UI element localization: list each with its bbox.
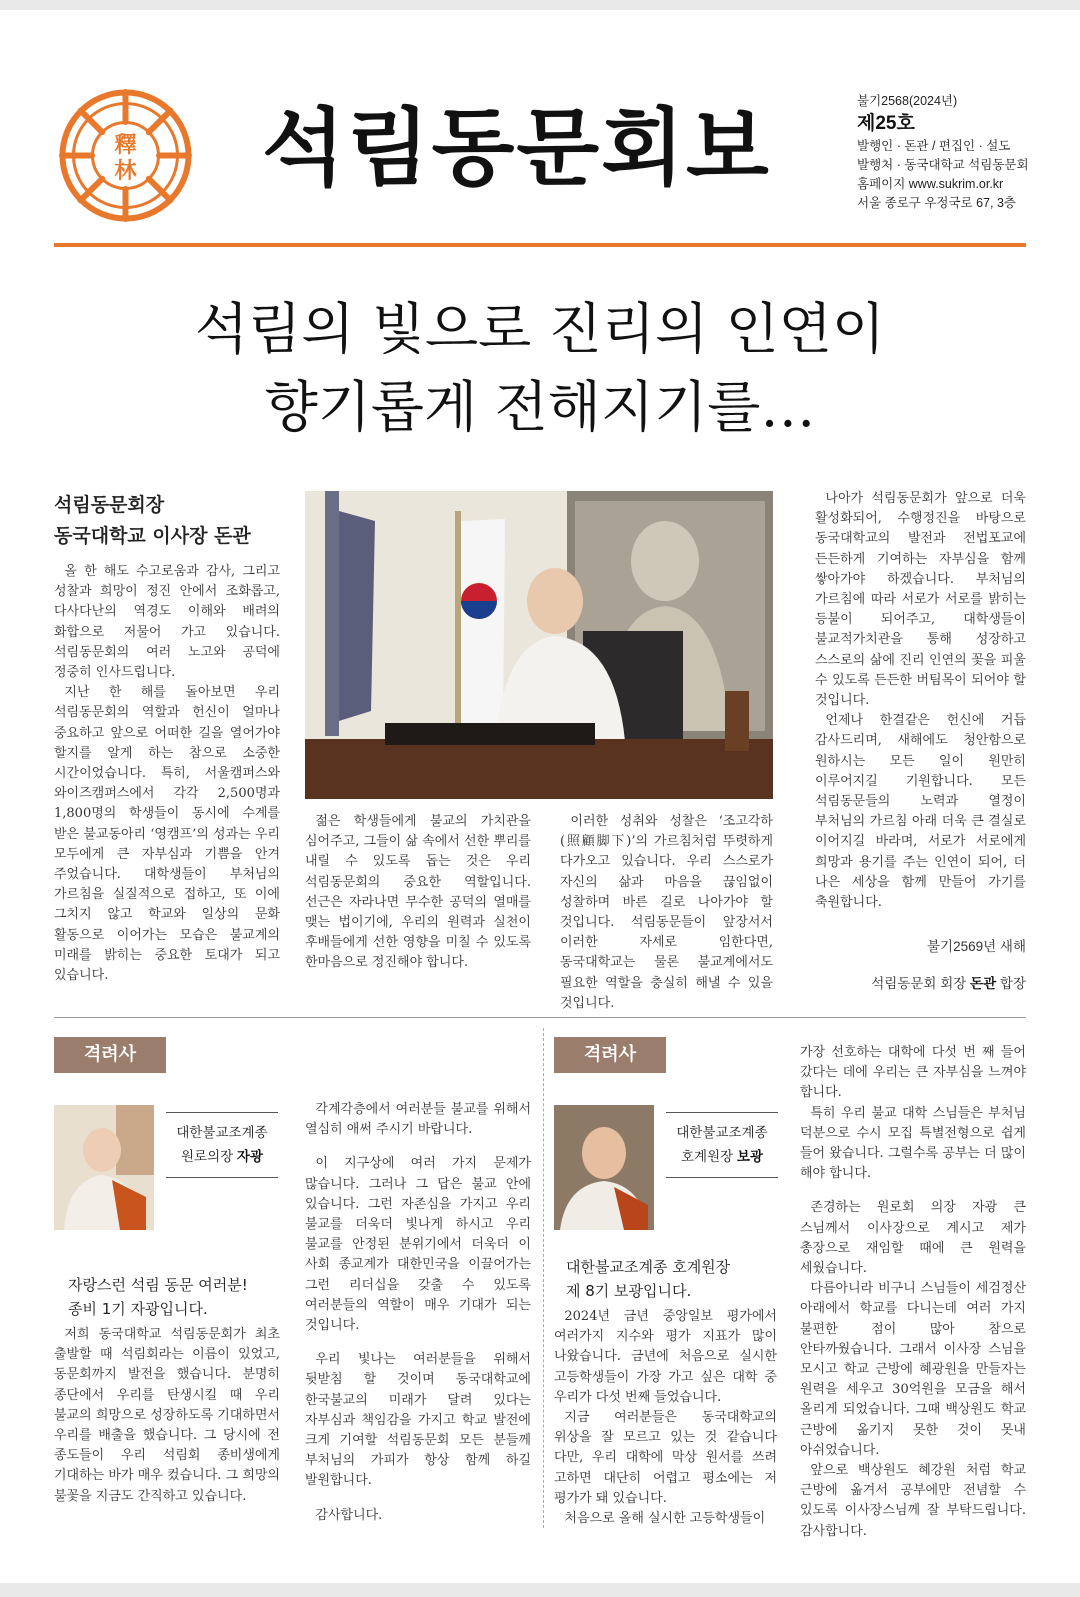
paragraph: 우리 빛나는 여러분들을 위해서 뒷받침 할 것이며 동국대학교에 한국불교의 미래가 달려 있다는 자부심과 책임감을 가지고 학교 발전에 크게 기여할 석림동문회 모든 분들께 부처님의 가피가 항상 함께 하길 발원합니다. <box>305 1352 531 1489</box>
paragraph: 젊은 학생들에게 불교의 가치관을 심어주고, 그들이 삶 속에서 선한 뿌리를 내릴 수 있도록 돕는 것은 우리 석림동문회의 중요한 역할입니다. 선근은 자라나면 무수한 공덕의 열매를 맺는 법이기에, 우리의 원력과 실천이 후배들에게 선한 영향을 미칠 수 있도록 한마음으로 정진해야 합니다. <box>305 814 531 971</box>
issue-number: 제25호 <box>857 113 915 134</box>
speech2-name: 보광 <box>736 1149 764 1164</box>
paragraph: 이 지구상에 여러 가지 문제가 많습니다. 그러나 그 답은 불교 안에 있습니다. 그런 자존심을 가지고 우리 불교를 더욱더 빛나게 하시고 우리 불교를 안정된 분위기에서 더욱더 이 사회 종교계가 대한민국을 이끌어가는 그런 리더십을 갖출 수 있도록 여러분들의 역할이 매우 기대가 되는 것입니다. <box>305 1156 531 1334</box>
signature <box>871 972 1026 992</box>
office-scene-image <box>305 491 773 799</box>
paragraph: 감사합니다. <box>315 1507 383 1523</box>
speech2-intro-line-2: 제 8기 보광입니다. <box>566 1282 692 1300</box>
sign-role: 석림동문회 회장 <box>871 976 967 991</box>
speech1-intro <box>68 1273 288 1321</box>
monk-portrait-image <box>554 1105 654 1230</box>
paragraph: 저희 동국대학교 석림동문회가 최초 출발할 때 석림회라는 이름이 있었고, 동문회까지 발전을 했습니다. 분명히 종단에서 우리를 탄생시킬 때 우리 불교의 희망으로 성장하도록 기대하면서 우리를 배출을 했습니다. 그 당시에 전 종도들이 우리 석림회 종비생에게 기대하는 바가 매우 컸습니다. 그 희망의 불꽃을 지금도 간직하고 있습니다. <box>54 1327 280 1504</box>
logo-char-2: 林 <box>114 158 137 184</box>
monk-portrait-image <box>54 1105 154 1230</box>
paragraph: 나아가 석림동문회가 앞으로 더욱 활성화되어, 수행정진을 바탕으로 동국대학교의 발전과 전법포교에 든든하게 기여하는 자부심을 함께 쌓아가야 하겠습니다. 부처님의 가르침에 따라 서로가 서로를 밝히는 등불이 되어주고, 대학생들이 불교적가치관을 통해 성장하고 스스로의 삶에 진리 인연의 꽃을 피울 수 있도록 든든한 버팀목이 되어야 할 것입니다. <box>815 491 1026 709</box>
paragraph: 지난 한 해를 돌아보면 우리 석림동문회의 역할과 헌신이 얼마나 중요하고 앞으로 어떠한 길을 열어가야 할지를 알게 하는 참으로 소중한 시간이었습니다. 특히, 서울캠퍼스와 와이즈캠퍼스에서 각각 2,500명과 1,800명의 학생들이 동시에 수계를 받은 불교동아리 ‘영캠프’의 성과는 우리 모두에게 큰 자부심과 기쁨을 안겨 주었습니다. 대학생들이 부처님의 가르침을 실질적으로 접하고, 또 이에 그치지 않고 학교와 일상의 문화 활동으로 이어가는 모습은 불교계의 미래를 밝히는 중요한 토대가 되고 있습니다. <box>54 685 280 984</box>
paragraph: 처음으로 올해 실시한 고등학생들이 <box>564 1511 766 1527</box>
speech1-intro-line-2: 종비 1기 자광입니다. <box>68 1300 208 1318</box>
paragraph: 다름아니라 비구니 스님들이 세검정산 아래에서 학교를 다니는데 여러 가지 불편한 점이 많아 참으로 안타까웠습니다. 그래서 이사장 스님을 모시고 학교 근방에 혜광원을 만들자는 원력을 세우고 30억원을 모금을 해서 올리게 되었습니다. 그때 백상원도 학교 근방에 옮기지 못한 것이 못내 아쉬었습니다. <box>800 1281 1026 1458</box>
speech2-badge: 격려사 <box>554 1037 666 1073</box>
bottom-margin <box>0 1583 1080 1597</box>
speech1-title-prefix: 원로의장 <box>180 1149 234 1164</box>
column-divider <box>543 1028 544 1528</box>
headline-line-1: 석림의 빛으로 진리의 인연이 <box>194 297 885 361</box>
article-column-1 <box>54 562 280 986</box>
paragraph: 이러한 성취와 성찰은 ‘조고각하(照顧脚下)’의 가르침처럼 뚜렷하게 다가오고 있습니다. 우리 스스로가 자신의 삶과 마음을 끊임없이 성찰하며 바른 길로 나아가야 할 것입니다. 석림동문들이 앞장서서 이러한 자세로 임한다면, 동국대학교는 물론 불교계에서도 필요한 역할을 충실히 해낼 수 있을 것입니다. <box>560 814 773 1011</box>
sukrim-logo-icon <box>54 84 197 227</box>
sign-suffix: 합장 <box>999 976 1026 991</box>
masthead-rule <box>54 243 1026 247</box>
paragraph: 2024년 금년 중앙일보 평가에서 여러가지 지수와 평가 지표가 많이 나왔습니다. 금년에 처음으로 실시한 고등학생들이 가장 가고 싶은 대학 중 우리가 다섯 번째 들었습니다. <box>554 1309 777 1405</box>
issue-issuer: 발행처 · 동국대학교 석림동문회 <box>857 158 1029 172</box>
headline-line-2: 향기롭게 전해지기를… <box>264 375 816 439</box>
paragraph: 존경하는 원로회 의장 자광 큰 스님께서 이사장으로 계시고 제가 총장으로 재임할 때에 큰 원력을 세웠습니다. <box>800 1200 1026 1277</box>
headline <box>54 290 1026 446</box>
speech2-intro <box>566 1255 786 1303</box>
article-column-4 <box>815 489 1026 913</box>
speech2-title <box>666 1145 778 1169</box>
top-margin <box>0 0 1080 10</box>
byline-name: 동국대학교 이사장 돈관 <box>54 525 251 547</box>
speech1-org: 대한불교조계종 <box>176 1125 268 1140</box>
speech2-title-prefix: 호계원장 <box>680 1149 734 1164</box>
speech1-name: 자광 <box>236 1149 264 1164</box>
logo-char-1: 釋 <box>114 132 137 158</box>
speech1-badge: 격려사 <box>54 1037 166 1073</box>
issue-info <box>857 92 1067 213</box>
speech2-column-1 <box>554 1307 777 1529</box>
paragraph: 언제나 한결같은 헌신에 거듭 감사드리며, 새해에도 청안함으로 원하시는 모든 일이 원만히 이루어지길 기원합니다. 모든 석림동문들의 노력과 열정이 부처님의 가르침 아래 더욱 큰 결실로 이어지길 바라며, 서로가 서로에게 희망과 용기를 주는 인연이 되어, 더 나은 세상을 함께 만들어 가기를 축원합니다. <box>815 713 1026 911</box>
issue-publisher: 발행인 · 돈관 / 편집인 · 설도 <box>857 139 1011 153</box>
speech2-caption <box>666 1112 778 1178</box>
article-column-2 <box>305 812 531 974</box>
sign-date: 불기2569년 새해 <box>927 939 1026 954</box>
speech2-column-2 <box>800 1043 1026 1542</box>
paragraph: 앞으로 백상원도 혜강원 처럼 학교 근방에 옮겨서 공부에만 전념할 수 있도록 이사장스님께 잘 부탁드립니다. 감사합니다. <box>800 1463 1026 1539</box>
chairman-photo <box>305 491 773 799</box>
speech1-intro-line-1: 자랑스런 석림 동문 여러분! <box>68 1276 248 1294</box>
speech2-org: 대한불교조계종 <box>676 1125 768 1140</box>
paragraph: 각계각층에서 여러분들 불교를 위해서 열심히 애써 주시기 바랍니다. <box>305 1102 531 1138</box>
speech2-intro-line-1: 대한불교조계종 호계원장 <box>566 1258 731 1276</box>
bogwang-portrait <box>554 1105 654 1230</box>
issue-era: 불기2568(2024년) <box>857 94 958 108</box>
paragraph: 특히 우리 불교 대학 스님들은 부처님 덕분으로 수시 모집 특별전형으로 쉽게 들어 왔습니다. 그럴수록 공부는 더 많이 해야 합니다. <box>800 1105 1026 1182</box>
issue-address: 서울 종로구 우정국로 67, 3층 <box>857 196 1016 210</box>
jagwang-portrait <box>54 1105 154 1230</box>
article-byline <box>54 490 294 552</box>
paragraph: 올 한 해도 수고로움과 감사, 그리고 성찰과 희망이 정진 안에서 조화롭고, 다사다난의 역경도 이해와 배려의 화합으로 저물어 가고 있습니다. 석림동문회의 여러 노고와 공덕에 정중히 인사드립니다. <box>54 564 280 681</box>
masthead-title: 석림동문회보 <box>262 98 771 197</box>
speech1-column-1 <box>54 1325 280 1507</box>
speech1-title <box>166 1145 278 1169</box>
byline-role: 석림동문회장 <box>54 494 165 516</box>
speech1-caption <box>166 1112 278 1178</box>
paragraph: 가장 선호하는 대학에 다섯 번 째 들어 갔다는 데에 우리는 큰 자부심을 느껴야 합니다. <box>800 1045 1026 1101</box>
speech1-column-2 <box>305 1100 531 1526</box>
section-divider <box>54 1017 1026 1018</box>
sign-name: 돈관 <box>970 976 997 991</box>
paragraph: 지금 여러분들은 동국대학교의 위상을 잘 모르고 있는 것 같습니다 다만, 우리 대학에 막상 원서를 쓰려 고하면 대단히 어렵고 평소에는 저 평가가 돼 있습니다. <box>554 1410 777 1506</box>
issue-homepage: 홈페이지 www.sukrim.or.kr <box>857 177 1004 191</box>
article-column-3 <box>560 812 773 1014</box>
